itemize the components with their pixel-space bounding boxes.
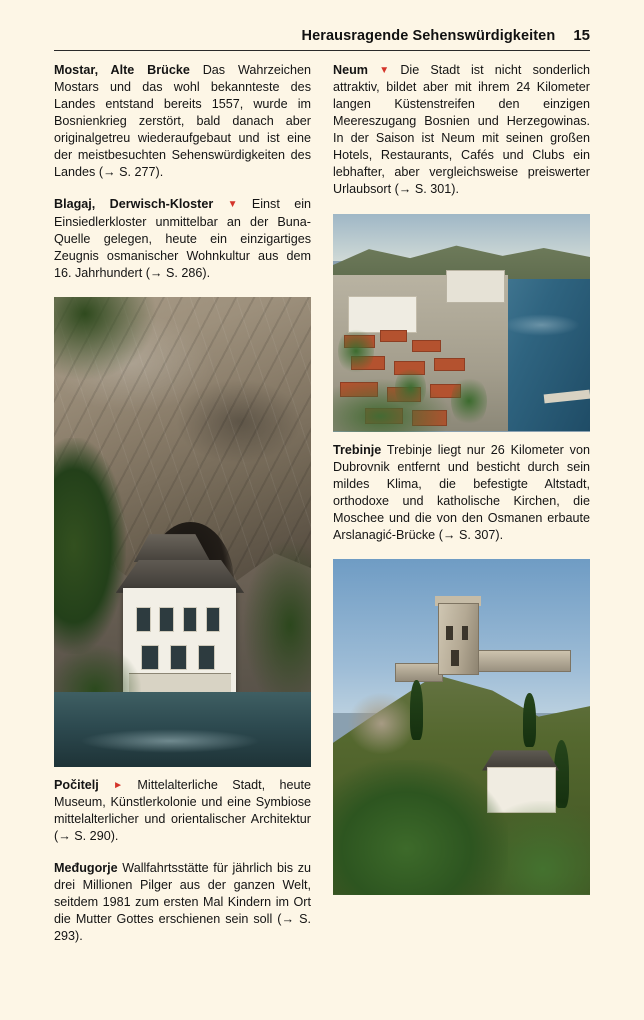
entry-pocitelj (54, 777, 311, 845)
triangle-down-icon: ▼ (227, 199, 238, 211)
entry-mostar-lead: Mostar, Alte Brücke (54, 63, 190, 77)
photo-window (136, 607, 151, 633)
page-title: Herausragende Sehenswürdigkeiten (301, 28, 556, 44)
entry-blagaj-body: Einst ein Einsiedlerkloster unmittelbar an der Buna-Quelle gelegen, heute ein einzigartiges Zeugnis osmanischer Wohnkultur aus dem 16. Jahrhundert (→ S. 286). (54, 197, 312, 280)
photo-window (141, 645, 158, 671)
photo-rock (348, 693, 415, 753)
entry-medugorje (54, 860, 311, 945)
entry-medugorje-lead: Međugorje (54, 861, 118, 875)
header-divider (54, 50, 590, 51)
entry-pocitelj-lead: Počitelj (54, 777, 99, 792)
entry-mostar (54, 62, 311, 181)
entry-blagaj-lead: Blagaj, Derwisch-Kloster (54, 197, 214, 212)
entry-neum-lead: Neum (333, 63, 368, 77)
two-column-body (54, 62, 590, 945)
photo-large-building (446, 270, 505, 303)
triangle-right-icon: ► (113, 779, 124, 791)
photo-tower-window (451, 650, 459, 667)
photo-tree (451, 375, 487, 427)
photo-vegetation (333, 379, 451, 431)
right-column (333, 62, 590, 945)
photo-window (170, 645, 187, 671)
entry-trebinje-lead: Trebinje (333, 442, 382, 457)
photo-sea-reflection (503, 314, 580, 336)
entry-trebinje (333, 442, 590, 544)
entry-mostar-body: Das Wahrzeichen Mostars und das wohl bekannteste des Landes entstand bereits 1557, wurde im Bosnienkrieg zerstört, bald danach aber originalgetreu wiederaufgebaut und ist eine der meistbesuchten Sehenswürdigkeiten des Landes (→ S. 277). (54, 63, 311, 180)
photo-roof (434, 358, 465, 371)
photo-cypress (554, 740, 569, 807)
photo-tree (338, 327, 374, 375)
neum-photo (333, 214, 590, 432)
photo-greenery-left (54, 438, 126, 654)
left-column (54, 62, 311, 945)
pocitelj-photo (333, 559, 590, 895)
entry-trebinje-body: Trebinje liegt nur 26 Kilometer von Dubrovnik entfernt und besticht durch sein mildes Klima, die befestigte Altstadt, orthodoxe und katholische Kirchen, die Moschee und die von den Osmanen erbaute Arslanagić-Brücke (→ S. 307). (333, 442, 590, 542)
photo-fortress-wall (395, 663, 443, 682)
photo-window (159, 607, 174, 633)
photo-window (183, 607, 198, 633)
photo-greenery-top (54, 297, 157, 382)
photo-window (206, 607, 221, 633)
photo-cypress (523, 693, 536, 747)
photo-cypress (410, 680, 423, 740)
blagaj-photo (54, 297, 311, 767)
photo-window (198, 645, 215, 671)
photo-balcony (129, 673, 232, 693)
entry-medugorje-body: Wallfahrtsstätte für jährlich bis zu drei Millionen Pilger aus der ganzen Welt, seitdem 1981 zum ersten Mal Kindern im Ort die Mutter Gottes erschienen sein soll (→ S. 293). (54, 861, 312, 944)
entry-pocitelj-body: Mittelalterliche Stadt, heute Museum, Künstlerkolonie und eine Symbiose mittelalterlicher und orientalischer Architektur (→ S. 290). (54, 777, 312, 843)
entry-neum (333, 62, 590, 199)
photo-roof (380, 330, 407, 341)
photo-tower-window (462, 626, 468, 639)
photo-roof (412, 340, 441, 353)
photo-tower-window (446, 626, 452, 639)
photo-greenery-right (244, 541, 311, 710)
photo-foliage (333, 760, 508, 894)
triangle-down-icon: ▼ (379, 65, 390, 76)
entry-neum-body: Die Stadt ist nicht sonderlich attraktiv, bildet aber mit ihrem 24 Kilometer langen Küstenstreifen den einzigen Meereszugang Bosnien und Herzegowinas. In der Saison ist Neum mit seinen großen Hotels, Restaurants, Cafés und Clubs ein lebhafter, aber vergleichsweise preiswerter Urlaubsort (→ S. 301). (333, 63, 591, 197)
page-number: 15 (573, 27, 590, 44)
page-header (54, 0, 590, 44)
photo-river-reflection (80, 729, 260, 753)
photo-fortress-wall (477, 650, 572, 672)
entry-blagaj (54, 196, 311, 281)
